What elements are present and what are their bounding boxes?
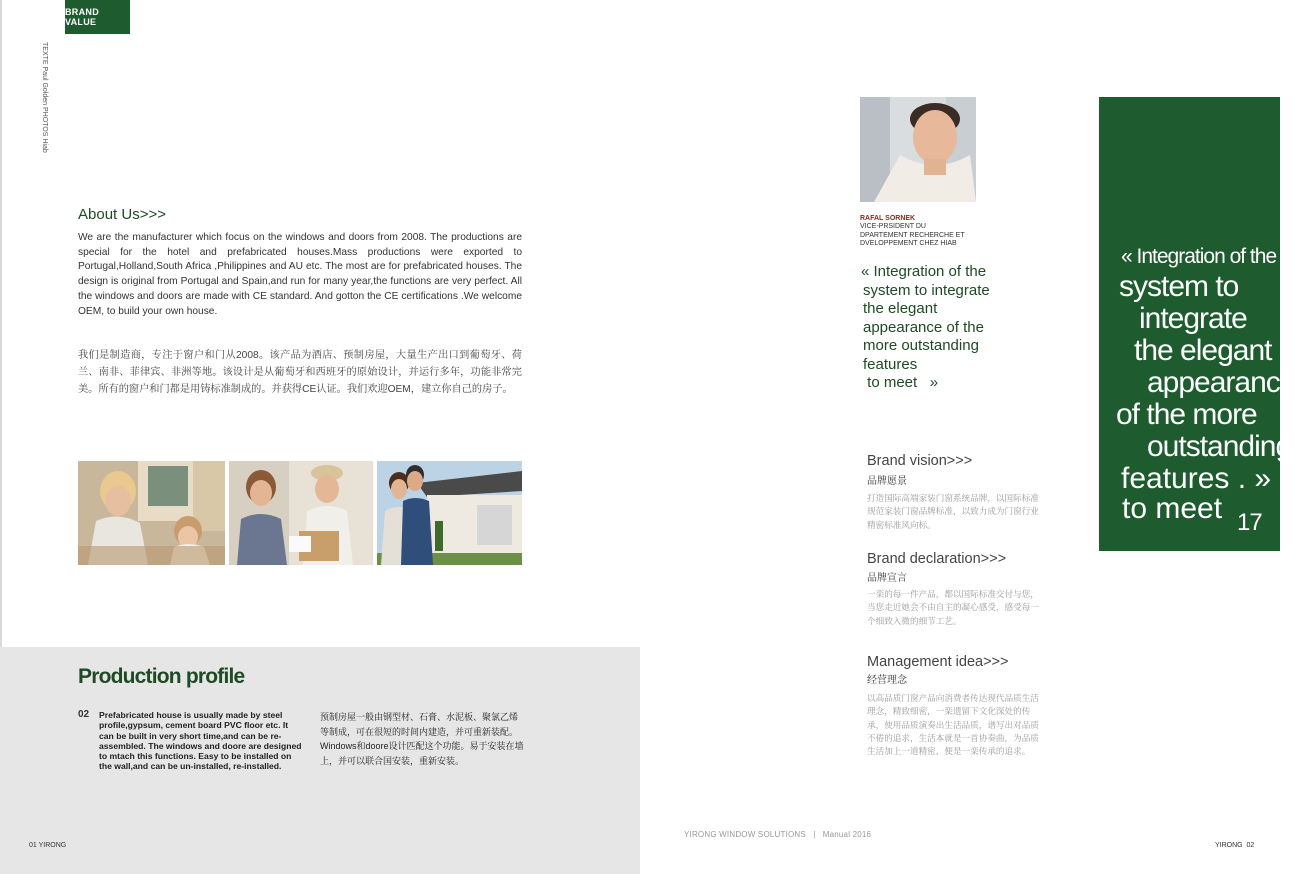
footer-left: 01 YIRONG [29,842,67,849]
about-text-zh: 我们是制造商，专注于窗户和门从2008。该产品为酒店、预制房屋，大量生产出口到葡萄牙、荷兰、南非、菲律宾、非洲等地。该设计是从葡萄牙和西班牙的原始设计，并运行多年，功能非常完美。所有的窗户和门都是用铸标准制成的。并获得CE认证。我们欢迎OEM，建立你自己的房子。 [78,350,522,396]
brand-value-tab: BRAND VALUE [65,0,130,34]
green-quote-line: integrate [1139,302,1247,335]
green-quote-line: to meet [1122,492,1223,525]
person-name: RAFAL SORNEK [860,215,916,222]
brand-vision-title: Brand vision>>> [867,453,973,469]
portrait-photo [860,97,976,202]
management-idea-title: Management idea>>> [867,654,1009,670]
photo-family-kitchen [78,461,225,565]
green-quote-page-number: 17 [1237,509,1262,536]
brand-declaration-body: 一栾的每一件产品，都以国际标准交付与您，当您走近她会不由自主的凝心感受，感受每一个细致入微的细节工艺。 [867,589,1039,626]
brand-declaration-sub: 品牌宣言 [867,573,907,584]
about-text-en: We are the manufacturer which focus on the windows and doors from 2008. The productions are special for the hotel and prefabricated houses.Mass productions were exported to Portugal,Holland,South Africa ,Philippines and AU etc. The most are for prefabricated houses. The design is original from Portugal and Spain,and run for many year,the functions are very perfect. All the windows and doors are made with CE standard. And gotton the CE certifications .We welcome OEM, to build your own house. [78,232,522,317]
management-idea-sub: 经营理念 [867,675,907,686]
green-quote-box [1099,97,1295,551]
person-role-line: DVELOPPEMENT CHEZ HIAB [860,240,957,247]
green-quote-line: features . » [1121,462,1272,495]
about-title: About Us>>> [78,206,166,223]
production-text-en: Prefabricated house is usually made by steel profile,gypsum, cement board PVC floor etc. It can be built in very short time,and can be re-assembled. The windows and doore are designed to mtach this functions. Easy to be installed on the wall,and can be un-installed, re-installed. [99,710,302,772]
quote-line: appearance of the [863,318,984,336]
quote-line: system to integrate [863,281,990,299]
person-role-line: VICE-PRSIDENT DU [860,223,926,230]
brand-vision-body: 打造国际高端家装门窗系统品牌，以国际标准规范家装门窗品牌标准，以致力成为门窗行业精密标准风向标。 [867,493,1039,530]
quote-line: features [863,355,918,373]
footer-right: YIRONG 02 [1215,842,1255,849]
green-quote-line: system to [1119,270,1239,303]
green-quote-line: outstanding [1147,430,1292,463]
pull-quote [861,263,1011,393]
production-text-zh: 预制房屋一般由钢型材、石膏、水泥板、聚氯乙烯等制成，可在很短的时间内建造，并可重新装配。Windows和doore设计匹配这个功能。易于安装在墙上，并可以联合国安装，重新安装。 [320,712,524,766]
brand-vision-sub: 品牌愿景 [867,476,907,487]
quote-line: to meet » [863,374,939,391]
person-role [860,223,1000,249]
quote-line: « Integration of the [861,263,987,280]
person-role-line: DPARTEMENT RECHERCHE ET [860,231,965,239]
production-title: Production profile [78,665,245,688]
management-idea-body: 以高品质门窗产品向消费者传达现代品质生活理念，精致细密，一栾遗留下文化深处的传承，使用品质演奏出生活品质，谱写出对品质不倦的追求，生活本就是一首协奏曲，为品质生活加上一道精密，便是一栾传承的追求。 [867,693,1039,757]
side-credit: TEXTE Paul Golden PHOTOS Hiab [41,42,48,153]
production-number: 02 [78,709,90,720]
footer-middle: YIRONG WINDOW SOLUTIONS | Manual 2016 [684,830,872,839]
photo-delivery-couple [229,461,373,565]
green-quote-line: appearance [1147,366,1295,399]
green-quote-line: « Integration of the [1121,245,1277,268]
green-quote-line: of the more [1116,398,1257,431]
photo-couple-house [377,461,522,565]
quote-line: more outstanding [863,337,979,354]
brand-declaration-title: Brand declaration>>> [867,551,1007,567]
green-quote-line: the elegant [1134,334,1272,367]
quote-line: the elegant [863,300,938,317]
